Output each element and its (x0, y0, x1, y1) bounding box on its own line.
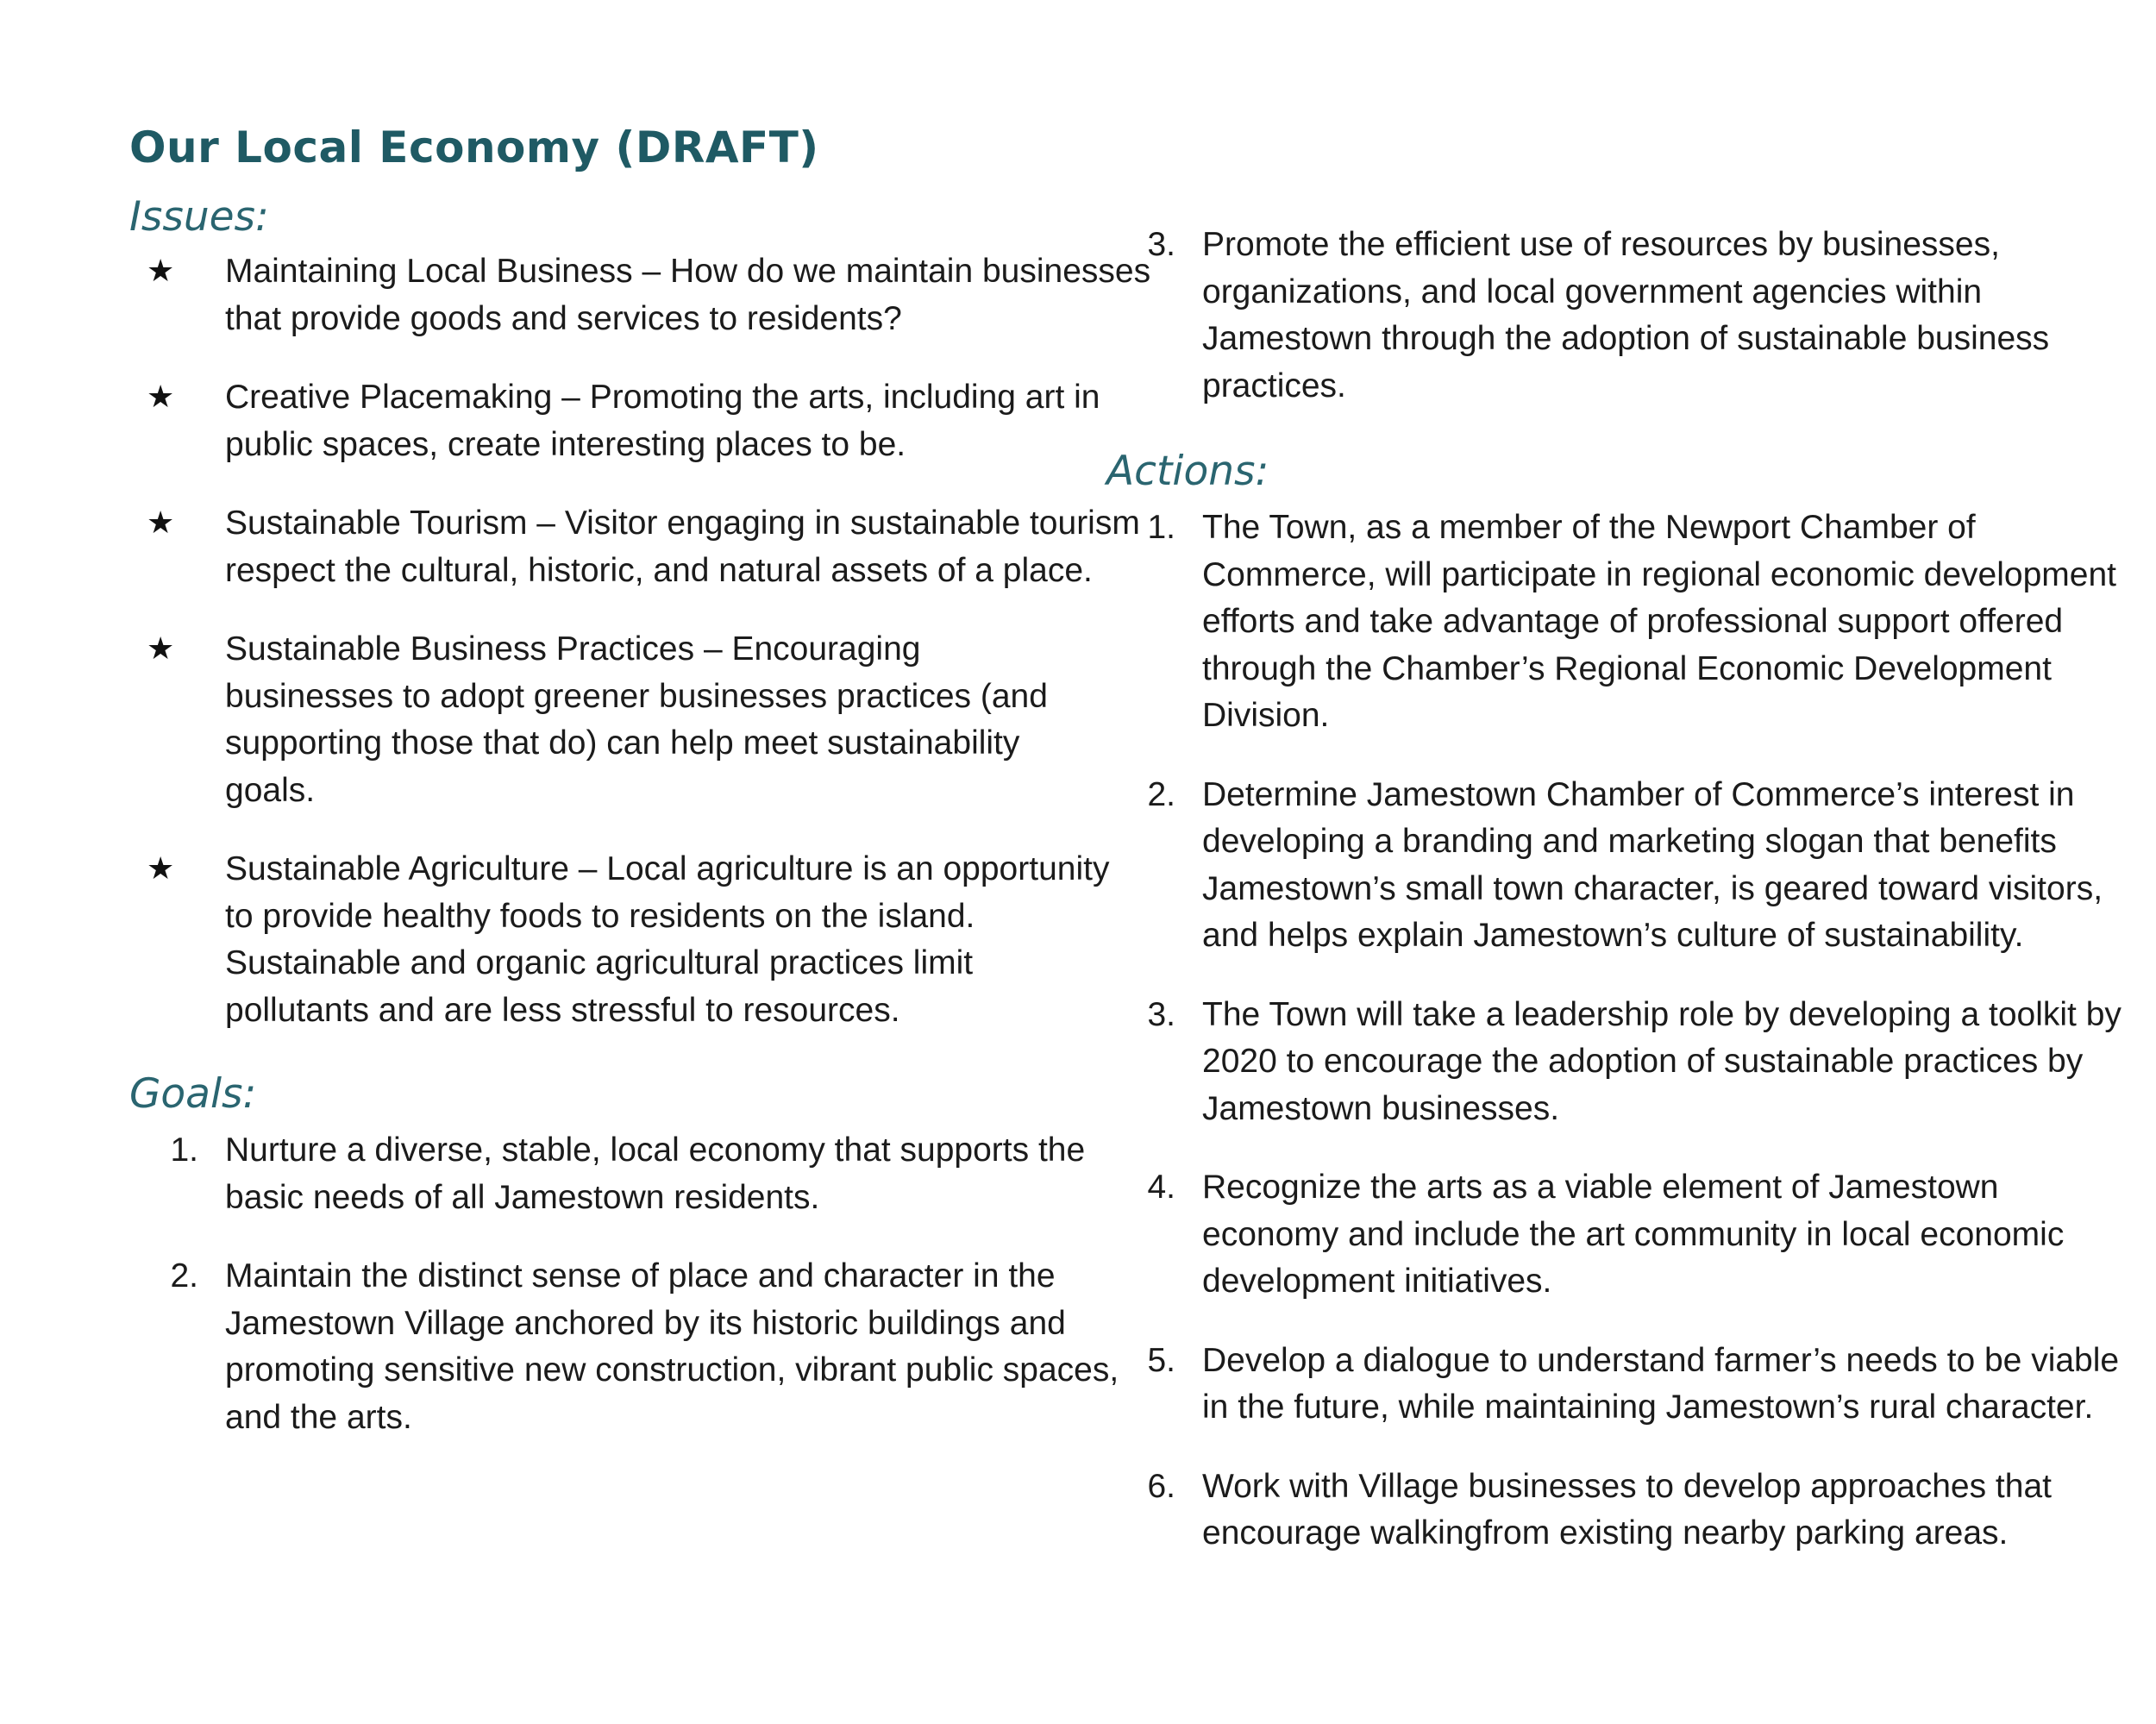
action-text: Determine Jamestown Chamber of Commerce’s interest in developing a branding and marketing slogan that benefits Jamestown’s small town character, is geared toward visitors, and helps explain Jamestown’s culture of sustainability. (1202, 775, 2103, 954)
star-bullet-icon: ★ (147, 851, 175, 887)
issues-list (129, 248, 1151, 1034)
goals-heading: Goals: (129, 1070, 257, 1118)
action-number: 3. (1147, 995, 1175, 1033)
goals-list (129, 1127, 1119, 1441)
action-number: 4. (1147, 1169, 1175, 1206)
action-text: Recognize the arts as a viable element of Jamestown economy and include the art community in local economic development initiatives. (1202, 1169, 2065, 1300)
issue-text: Sustainable Tourism – Visitor engaging in sustainable tourism respect the cultural, historic, and natural assets of a place. (225, 505, 1140, 589)
goal-number: 2. (170, 1257, 198, 1295)
goal-item (129, 1253, 1161, 1441)
issue-text: Creative Placemaking – Promoting the arts, including art in public spaces, create interesting places to be. (225, 379, 1100, 463)
action-text: The Town will take a leadership role by developing a toolkit by 2020 to encourage the adoption of sustainable practices by Jamestown businesses. (1202, 995, 2122, 1127)
issue-text: Maintaining Local Business – How do we maintain businesses that provide goods and services to residents? (225, 253, 1151, 337)
star-bullet-icon: ★ (147, 379, 175, 415)
actions-heading: Actions: (1106, 448, 1269, 495)
issue-text: Sustainable Business Practices – Encouraging businesses to adopt greener businesses practices (and supporting those that do) can help meet sustainability goals. (225, 630, 1048, 809)
star-bullet-icon: ★ (147, 631, 175, 667)
issue-item (129, 500, 1161, 594)
goal-text: Maintain the distinct sense of place and character in the Jamestown Village anchored by its historic buildings and promoting sensitive new construction, vibrant public spaces, and the arts. (225, 1257, 1119, 1436)
action-item (1106, 1164, 2142, 1306)
star-bullet-icon: ★ (147, 254, 175, 289)
goal-item (129, 1127, 1161, 1221)
issue-item (129, 248, 1152, 342)
goal-text: Nurture a diverse, stable, local economy that supports the basic needs of all Jamestown residents. (225, 1132, 1086, 1216)
action-number: 1. (1147, 509, 1175, 546)
action-number: 6. (1147, 1467, 1175, 1505)
left-column (129, 191, 1151, 1441)
star-bullet-icon: ★ (147, 505, 175, 541)
action-item (1106, 772, 2116, 960)
action-item (1106, 992, 2125, 1133)
action-item (1106, 1338, 2125, 1432)
goal-item (1106, 222, 2142, 410)
action-text: Develop a dialogue to understand farmer’s needs to be viable in the future, while maintaining Jamestown’s rural character. (1202, 1341, 2120, 1426)
action-text: Work with Village businesses to develop approaches that encourage walkingfrom existing nearby parking areas. (1202, 1467, 2052, 1552)
issue-item (129, 374, 1161, 468)
action-text: The Town, as a member of the Newport Chamber of Commerce, will participate in regional economic development efforts and take advantage of professional support offered through the Chamber’s Regional Economic Development Division. (1202, 509, 2116, 734)
issue-text: Sustainable Agriculture – Local agriculture is an opportunity to provide healthy foods to residents on the island. Sustainable and organic agricultural practices limit pollutants and are less stressful to resources. (225, 850, 1110, 1029)
issues-heading: Issues: (129, 193, 269, 241)
actions-list (1106, 505, 2122, 1558)
action-item (1106, 505, 2142, 740)
action-number: 2. (1147, 775, 1175, 813)
issue-item (129, 846, 1122, 1034)
action-number: 5. (1147, 1341, 1175, 1379)
goal-text: Promote the efficient use of resources by businesses, organizations, and local government agencies within Jamestown through the adoption of sustainable business practices. (1202, 226, 2050, 404)
goal-number: 1. (170, 1132, 198, 1169)
issue-item (129, 626, 1087, 814)
goal-number: 3. (1147, 226, 1175, 263)
page-title: Our Local Economy (DRAFT) (129, 122, 819, 172)
action-item (1106, 1464, 2142, 1558)
right-column (1106, 222, 2122, 1558)
